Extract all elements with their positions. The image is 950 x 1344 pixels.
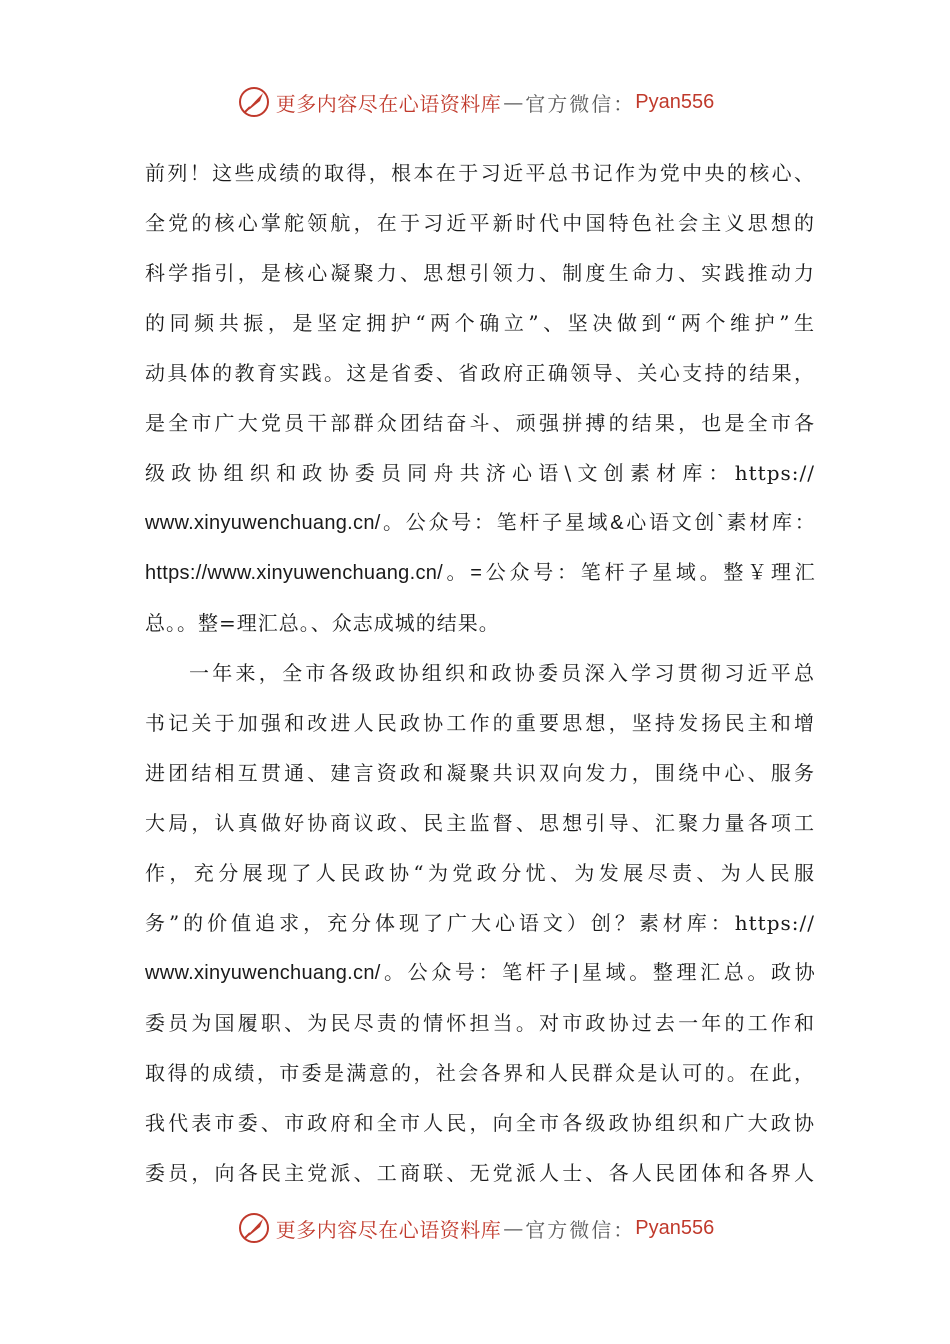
text-line: 委员，向各民主党派、工商联、无党派人士、各人民团体和各界人 [145, 1161, 815, 1185]
text-line: www.xinyuwenchuang.cn/。公众号：笔杆子|星域。整理汇总。政协 [145, 962, 815, 984]
text-line: 总。。整=理汇总。、众志成城的结果。 [145, 611, 500, 635]
quill-logo-icon [236, 1210, 272, 1246]
text-line: 动具体的教育实践。这是省委、省政府正确领导、关心支持的结果， [145, 361, 815, 385]
text-line: 一年来，全市各级政协组织和政协委员深入学习贯彻习近平总 [189, 661, 815, 685]
banner-contact-id: Pyan556 [635, 90, 715, 113]
text-line: 是全市广大党员干部群众团结奋斗、顽强拼搏的结果，也是全市各 [145, 411, 815, 435]
text-line: 作，充分展现了人民政协“为党政分忧、为发展尽责、为人民服 [145, 861, 815, 885]
paragraph-1 [145, 148, 815, 648]
banner-contact-label: 官方微信： [525, 91, 636, 116]
banner-brand: 更多内容尽在心语资料库 [275, 91, 502, 116]
text-line: 级政协组织和政协委员同舟共济心语\文创素材库：https:// [145, 461, 815, 485]
banner-brand: 更多内容尽在心语资料库 [275, 1217, 502, 1242]
text-line: 委员为国履职、为民尽责的情怀担当。对市政协过去一年的工作和 [145, 1011, 815, 1035]
banner-contact-id: Pyan556 [635, 1216, 715, 1239]
text-line: 全党的核心掌舵领航，在于习近平新时代中国特色社会主义思想的 [145, 211, 815, 235]
text-line: 前列！这些成绩的取得，根本在于习近平总书记作为党中央的核心、 [145, 161, 815, 185]
document-body [145, 148, 815, 1198]
footer-banner [0, 1208, 950, 1248]
paragraph-2 [145, 648, 815, 1198]
text-line: 我代表市委、市政府和全市人民，向全市各级政协组织和广大政协 [145, 1111, 815, 1135]
text-line: 书记关于加强和改进人民政协工作的重要思想，坚持发扬民主和增 [145, 711, 815, 735]
text-line: 大局，认真做好协商议政、民主监督、思想引导、汇聚力量各项工 [145, 811, 815, 835]
text-line: 进团结相互贯通、建言资政和凝聚共识双向发力，围绕中心、服务 [145, 761, 815, 785]
quill-logo-icon [236, 84, 272, 120]
banner-contact-label: 官方微信： [525, 1217, 636, 1242]
text-line: https://www.xinyuwenchuang.cn/。=公众号：笔杆子星域。整￥理汇 [145, 562, 815, 584]
text-line: www.xinyuwenchuang.cn/。公众号：笔杆子星域&心语文创`素材库： [145, 512, 815, 534]
banner-dash: — [503, 1216, 524, 1240]
text-line: 取得的成绩，市委是满意的，社会各界和人民群众是认可的。在此， [145, 1061, 815, 1085]
header-banner [0, 82, 950, 122]
text-line: 科学指引，是核心凝聚力、思想引领力、制度生命力、实践推动力 [145, 261, 815, 285]
text-line: 的同频共振，是坚定拥护“两个确立”、坚决做到“两个维护”生 [145, 311, 815, 335]
banner-dash: — [503, 90, 524, 114]
text-line: 务”的价值追求，充分体现了广大心语文）创？素材库：https:// [145, 911, 815, 935]
